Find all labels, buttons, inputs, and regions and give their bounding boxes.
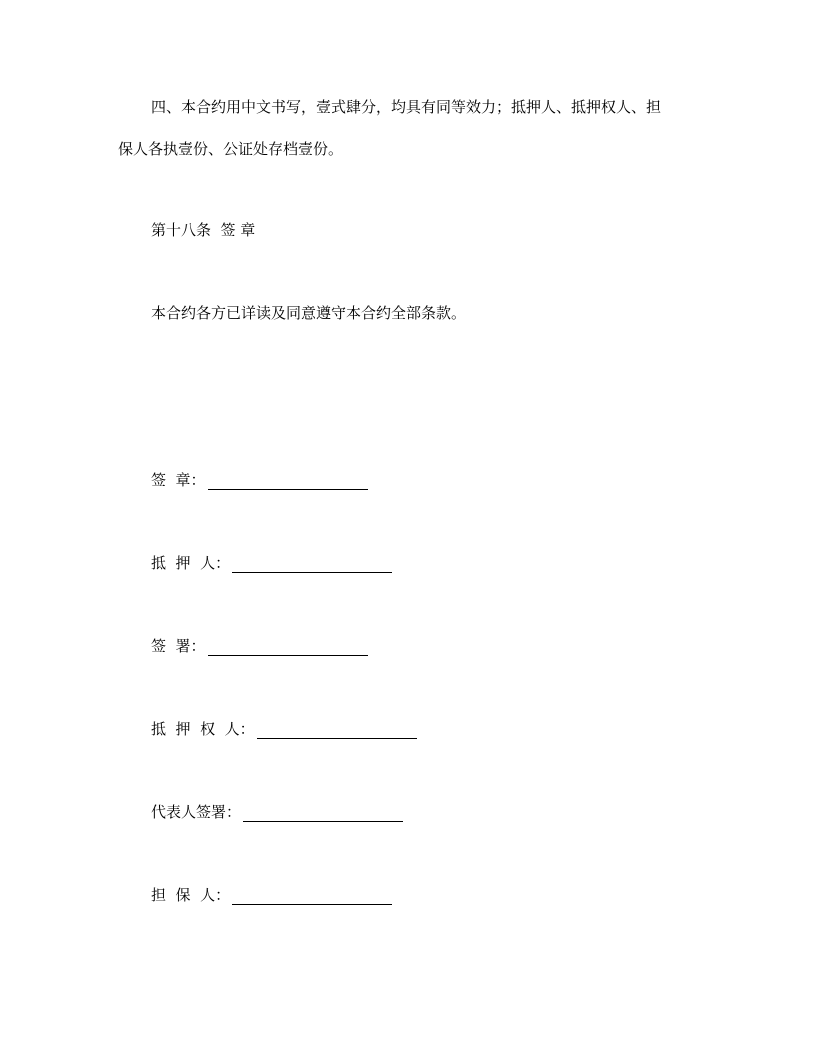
signature-blank-line[interactable] — [208, 474, 368, 490]
signature-label: 抵 押 人： — [151, 554, 231, 572]
signature-label: 代表人签署： — [151, 803, 242, 821]
agreement-statement: 本合约各方已详读及同意遵守本合约全部条款。 — [151, 304, 467, 322]
signature-blank-line[interactable] — [232, 557, 392, 573]
signature-label: 签 章： — [151, 471, 206, 489]
signature-blank-line[interactable] — [208, 640, 368, 656]
signature-blank-line[interactable] — [257, 723, 417, 739]
signature-row-mortgagor — [151, 553, 392, 573]
signature-label: 签 署： — [151, 637, 206, 655]
signature-blank-line[interactable] — [232, 889, 392, 905]
signature-label: 担 保 人： — [151, 886, 231, 904]
signature-blank-line[interactable] — [243, 806, 403, 822]
clause-4-line-1: 四、本合约用中文书写，壹式肆分，均具有同等效力；抵押人、抵押权人、担 — [151, 98, 662, 116]
clause-4-line-2: 保人各执壹份、公证处存档壹份。 — [118, 140, 344, 158]
signature-row-mortgagee — [151, 719, 417, 739]
signature-row-signed — [151, 636, 368, 656]
signature-row-seal — [151, 470, 368, 490]
signature-label: 抵 押 权 人： — [151, 720, 255, 738]
article-18-heading: 第十八条 签 章 — [151, 221, 256, 239]
signature-row-representative — [151, 802, 403, 822]
signature-row-guarantor — [151, 885, 392, 905]
